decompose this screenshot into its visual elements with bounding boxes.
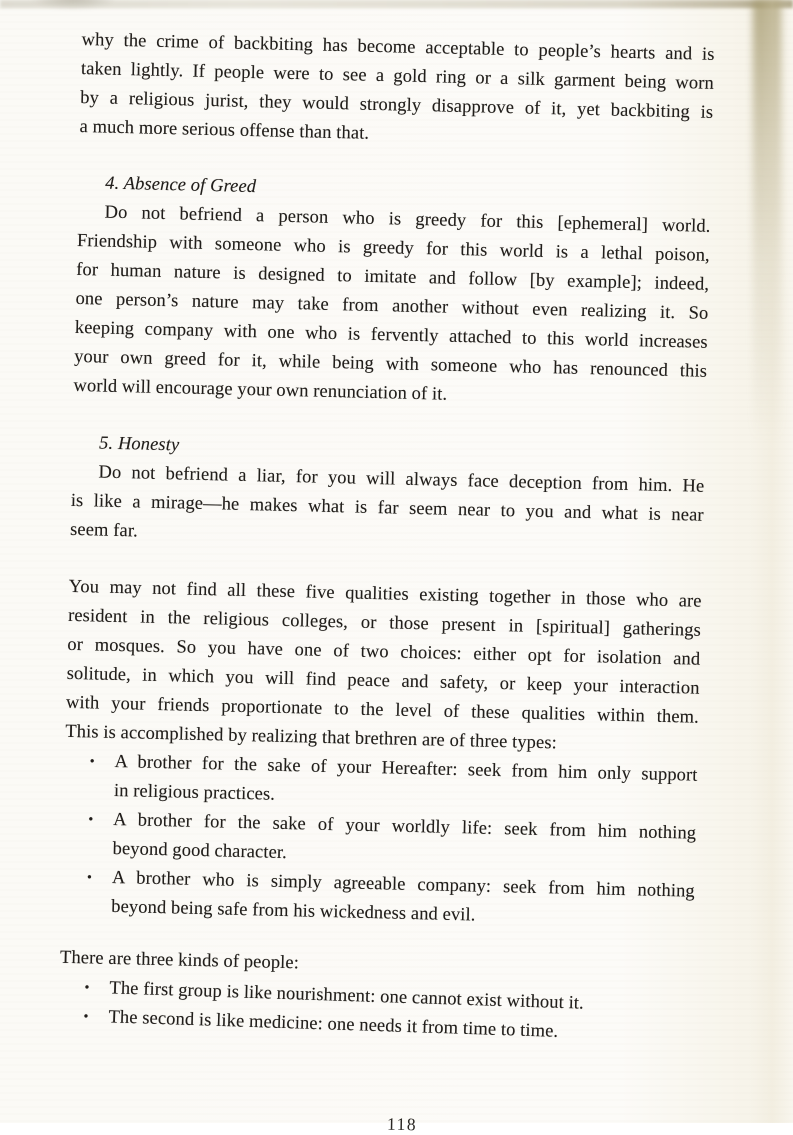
text-line: taken lightly. If people were to see a gold ring or a silk garment being worn — [80, 58, 715, 94]
text-line: The first group is like nourishment: one cannot exist without it. — [109, 978, 585, 1014]
text-line: world will encourage your own renunciation of it. — [73, 375, 448, 405]
section-heading-honesty: 5. Honesty — [98, 433, 180, 456]
scan-top-band — [0, 0, 793, 8]
text-line: A brother who is simply agreeable company: seek from him nothing — [111, 867, 696, 902]
text-line: a much more serious offense than that. — [79, 116, 370, 144]
text-line: beyond good character. — [112, 838, 288, 864]
text-line: by a religious jurist, they would strongly disapprove of it, yet backbiting is — [80, 87, 714, 123]
text-line: Friendship with someone who is greedy for this world is a lethal poison, — [76, 230, 710, 266]
text-line: The second is like medicine: one needs it from time to time. — [108, 1007, 559, 1042]
text-line: one person’s nature may take from another without even realizing it. So — [75, 288, 709, 324]
section-heading-absence-of-greed: 4. Absence of Greed — [105, 173, 257, 198]
text-line: A brother for the sake of your Hereafter: seek from him only support — [114, 751, 698, 786]
text-line: A brother for the sake of your worldly life: seek from him nothing — [113, 809, 697, 844]
text-line: your own greed for it, while being with someone who has renounced this — [73, 346, 708, 382]
text-line: is like a mirage—he makes what is far seem near to you and what is near — [70, 490, 704, 526]
bullet-icon: • — [83, 1009, 89, 1025]
text-line: seem far. — [69, 519, 139, 542]
paragraph-honesty — [70, 458, 705, 560]
bullet-icon: • — [89, 754, 95, 770]
text-line: why the crime of backbiting has become acceptable to people’s hearts and is — [81, 29, 715, 65]
text-line: resident in the religious colleges, or those present in [spiritual] gatherings — [67, 605, 702, 641]
scan-edge-tint — [747, 0, 793, 1123]
text-line: beyond being safe from his wickedness and evil. — [111, 896, 476, 926]
paragraph-backbiting — [79, 26, 715, 157]
paragraph-absence-of-greed — [73, 198, 711, 416]
brethren-types-list — [61, 747, 698, 936]
text-line: Do not befriend a person who is greedy for this [ephemeral] world. — [104, 202, 711, 237]
text-line: Do not befriend a liar, for you will always face deception from him. He — [98, 462, 705, 497]
text-line: keeping company with one who is fervently attached to this world increases — [74, 317, 708, 353]
paragraph-five-qualities — [65, 573, 702, 762]
text-line: in religious practices. — [113, 780, 276, 805]
paragraph-kinds-intro: There are three kinds of people: — [59, 947, 300, 974]
bullet-icon: • — [88, 812, 94, 828]
text-line: or mosques. So you have one of two choices: either opt for isolation and — [67, 634, 701, 670]
text-line: for human nature is designed to imitate and follow [by example]; indeed, — [76, 259, 710, 295]
text-line: This is accomplished by realizing that brethren are of three types: — [65, 721, 558, 754]
text-line: solitude, in which you will find peace and safety, or keep your interaction — [66, 663, 700, 699]
bullet-icon: • — [84, 980, 90, 996]
scan-corner-smudge — [28, 0, 118, 10]
page-number: 118 — [386, 1113, 418, 1135]
page-text — [58, 26, 715, 1046]
text-line: You may not find all these five qualities existing together in those who are — [68, 576, 702, 612]
bullet-icon: • — [86, 870, 93, 886]
text-line: with your friends proportionate to the level of these qualities within them. — [65, 692, 700, 728]
